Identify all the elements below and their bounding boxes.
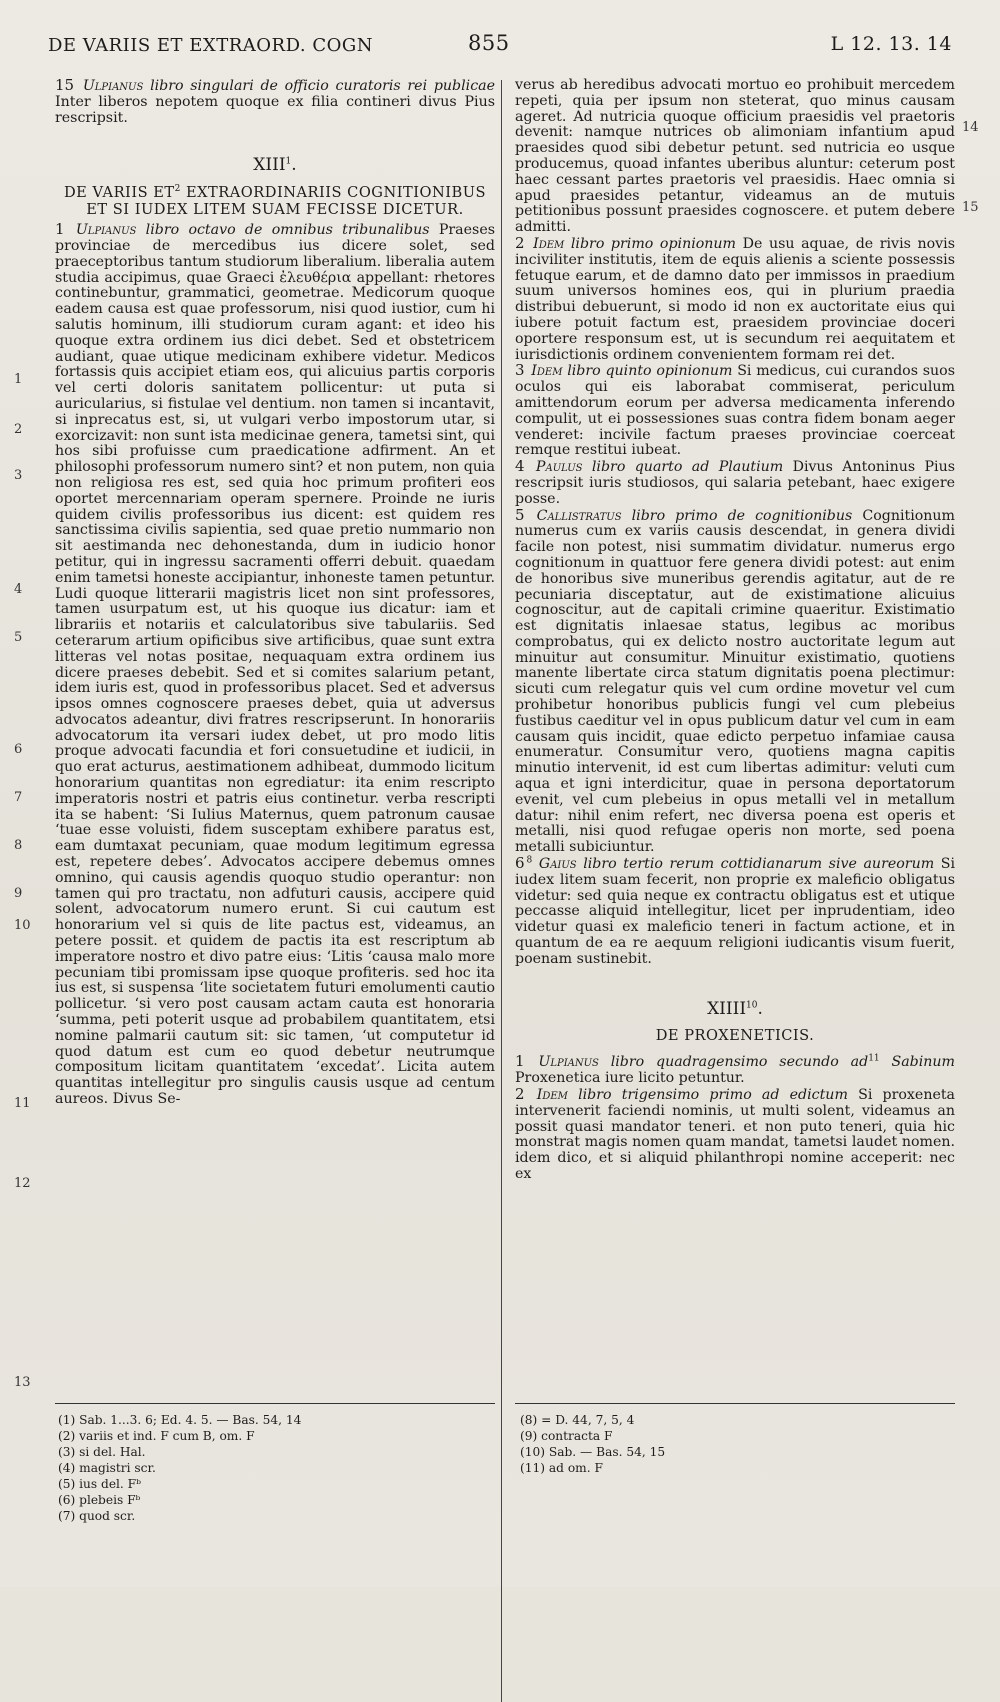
margin-number: 12: [14, 1176, 31, 1191]
footnote: (5) ius del. Fᵇ: [58, 1477, 142, 1491]
fragment-text: Si iudex litem suam fecerit, non proprie ex maleficio obligatus videtur: sed quia neque ex contractu obligatus est et utique peccasse aliquid intellegitur, licet per inprudentiam, ideo videtur quasi ex maleficio teneri in factum actione, et in quantum de ea re aequum religioni iudicantis visum fuerit, poenam sustinebit.: [515, 856, 956, 967]
fragment-paragraph-6: [515, 856, 955, 968]
fragment-text: Proxenetica iure licito petuntur.: [515, 1070, 745, 1087]
fragment-work: libro octavo de omnibus tribunalibus: [145, 222, 430, 239]
margin-number: 7: [14, 790, 23, 805]
title-footnote-ref: 1: [285, 156, 292, 167]
footnote: (11) ad om. F: [520, 1461, 603, 1475]
fragment-paragraph-5: [515, 505, 956, 857]
fragment-author: Idem: [531, 363, 563, 380]
title-text-b: EXTRAORDINARIIS COGNITIONIBUS ET SI IUDEX LITEM SUAM FECISSE DICETUR.: [86, 184, 487, 219]
margin-number: 1: [14, 372, 23, 387]
fragment-number: 2: [515, 1085, 525, 1104]
footnote: (2) variis et ind. F cum B, om. F: [58, 1429, 255, 1443]
fragment-work: libro quinto opinionum: [567, 363, 733, 380]
running-head-right: L 12. 13. 14: [830, 33, 952, 55]
footnote: (8) = D. 44, 7, 5, 4: [520, 1413, 635, 1427]
right-column: [515, 78, 955, 1183]
fragment-author: Idem: [533, 235, 565, 252]
fragment-work: libro primo de cognitionibus: [631, 507, 853, 524]
fragment-paragraph-2: [515, 233, 955, 363]
fragment-number: 1: [55, 220, 65, 239]
footnote-ref: 11: [868, 1053, 880, 1064]
left-column: [55, 78, 495, 1108]
fragment-work-cont: Sabinum: [891, 1054, 955, 1071]
margin-number: 4: [14, 582, 23, 597]
footnote: (1) Sab. 1...3. 6; Ed. 4. 5. — Bas. 54, 14: [58, 1413, 302, 1427]
footnote-ref: 8: [526, 855, 533, 866]
fragment-author: Ulpianus: [82, 78, 144, 94]
margin-number: 10: [14, 918, 31, 933]
fragment-text: Si proxeneta intervenerit faciendi nominis, ut multi solent, videamus an possit quasi mandator teneri. et non puto teneri, quia hic monstrat magis nomen quam mandat, tametsi laudet nomen. idem dico, et si aliquid philanthropi nomine acceperit: nec ex: [515, 1087, 956, 1182]
fragment-number: 4: [515, 457, 525, 476]
margin-number: 8: [14, 838, 23, 853]
footnote: (4) magistri scr.: [58, 1461, 156, 1475]
footnote-rule-left: [55, 1403, 495, 1404]
fragment-number: 5: [515, 505, 525, 524]
fragment-work: libro primo opinionum: [570, 235, 737, 252]
fragment-number: 6: [515, 854, 525, 873]
fragment-work: libro quadragensimo secundo ad: [610, 1054, 869, 1071]
fragment-text: Cognitionum numerus cum ex variis causis descendat, in genera dividi facile non potest, nisi summatim dividatur. numerus ergo cognitionum in quattuor fere genera dividi potest: aut enim de honoribus sive muneribus gerendis agitatur, aut de re pecuniaria disceptatur, aut de existimatione alicuius cognoscitur, aut de capitali crimine quaeritur. Existimatio est dignitatis inlaesae status, legibus ac moribus comprobatus, qui ex delicto nostro auctoritate legum aut minuitur aut consumitur. Minuitur existimatio, quotiens manente libertate circa statum dignitatis poena plectimur: sicuti cum relegatur quis vel cum ordine movetur vel cum prohibetur honoribus publicis fungi vel cum plebeius fustibus caeditur vel in opus publicum datur vel cum in eam causam quis incidit, quae edicto perpetuo infamiae causa enumeratur. Consumitur vero, quotiens magna capitis minutio intervenit, id est cum libertas adimitur: veluti cum aqua et igni interdicitur, quae in persona deportatorum evenit, vel cum plebeius in opus metalli vel in metallum datur: nihil enim refert, nec diversa poena est operis et metalli, nisi quod refugae operis non morte, sed poena metalli subiciuntur.: [515, 507, 956, 856]
title-number-text: XIIII: [707, 998, 747, 1019]
fragment-text: Si medicus, cui curandos suos oculos qui eis laborabat commiserat, periculum amittendorum eorum per adversa medicamenta inferendo compulit, ut ei possessiones suas contra fidem bonam aeger venderet: incivile factum praeses provinciae coerceat remque restitui iubeat.: [515, 363, 955, 459]
margin-number: 14: [962, 120, 979, 135]
title-number-text: XIII: [253, 155, 286, 176]
footnote: (3) si del. Hal.: [58, 1445, 146, 1459]
footnote: (9) contracta F: [520, 1429, 613, 1443]
fragment-text: De usu aquae, de rivis novis inciviliter institutis, item de equis alienis a sciente possessis fetuque earum, et de damno dato per immissos in praedium suum universos homines eos, qui in plurium praedia distribui debuerunt, si modo id non ex auctoritate eius qui iubere potuit factum est, praesidem provinciae doceri oportere responsum est, ut is secundum rei aequitatem et iurisdictionis ordinem convenientem formam rei det.: [515, 235, 955, 363]
fragment-author: Idem: [536, 1087, 568, 1104]
fragment-paragraph-1: [55, 222, 495, 1108]
footnotes-left: [58, 1412, 488, 1524]
fragment-work: libro trigensimo primo ad edictum: [578, 1087, 848, 1104]
fragment-author: Paulus: [535, 459, 583, 476]
column-divider: [501, 80, 502, 1702]
fragment-work: libro singulari de officio curatoris rei publicae: [150, 78, 495, 94]
margin-number: 2: [14, 422, 23, 437]
title-text-a: DE VARIIS ET: [63, 184, 175, 202]
intro-paragraph: [55, 78, 495, 126]
fragment-text: Inter liberos nepotem quoque ex filia contineri divus Pius rescripsit.: [55, 93, 495, 126]
margin-number: 9: [14, 886, 23, 901]
fragment-text: Divus Antoninus Pius rescripsit iuris studiosos, qui salaria petebant, haec exigere posse.: [515, 459, 956, 507]
fragment-work: libro quarto ad Plautium: [591, 459, 784, 476]
title-period: .: [291, 155, 297, 176]
fragment-author: Callistratus: [536, 507, 622, 524]
fragment-number: 3: [515, 361, 525, 380]
margin-number: 15: [962, 200, 979, 215]
fragment-number: 1: [515, 1052, 525, 1071]
title-footnote-ref-2: 2: [174, 184, 181, 195]
proxenetics-paragraph-1: [515, 1054, 955, 1087]
title-number-2: [515, 998, 955, 1019]
footnotes-right: [520, 1412, 950, 1476]
margin-number: 3: [14, 468, 23, 483]
title-heading-2: DE PROXENETICIS.: [655, 1027, 815, 1045]
title-period: .: [757, 998, 763, 1019]
margin-number: 13: [14, 1375, 31, 1390]
footnote: (7) quod scr.: [58, 1509, 136, 1523]
title-footnote-ref: 10: [746, 999, 758, 1010]
running-head-left: DE VARIIS ET EXTRAORD. COGN: [48, 35, 373, 56]
margin-number: 6: [14, 742, 23, 757]
fragment-number: 15: [55, 76, 75, 94]
fragment-paragraph-4: [515, 459, 955, 507]
footnote: (6) plebeis Fᵇ: [58, 1493, 141, 1507]
margin-number: 11: [14, 1096, 31, 1111]
fragment-text: Praeses provinciae de mercedibus ius dicere solet, sed praeceptoribus tantum studiorum liberalium. liberalia autem studia accipimus, quae Graeci ἐλευθέρια appellant: rhetores continebuntur, grammatici, geometrae. Medicorum quoque eadem causa est quae professorum, nisi quod iustior, cum hi salutis hominum, illi studiorum curam agant: et ideo his quoque extra ordinem ius dici debet. Sed et obstetricem audiant, quae utique medicinam exhibere videtur. Medicos fortassis quis accipiet etiam eos, qui alicuius partis corporis vel certi doloris sanitatem pollicentur: ut puta si auricularius, si fistulae vel dentium. non tamen si incantavit, si inprecatus est, si, ut vulgari verbo impostorum utar, si exorcizavit: non sunt ista medicinae genera, tametsi sint, qui hos sibi profuisse cum praedicatione adfirment. An et philosophi professorum numero sint? et non putem, non quia non religiosa res est, sed quia hoc primum profiteri eos oportet mercennariam operam spernere. Proinde ne iuris quidem civilis professoribus ius dicent: est quidem res sanctissima civilis sapientia, sed quae pretio nummario non sit aestimanda nec dehonestanda, dum in iudicio honor petitur, qui in ingressu sacramenti offerri debuit. quaedam enim tametsi honeste accipiantur, inhoneste tamen petuntur. Ludi quoque litterarii magistris licet non sint professores, tamen usurpatum est, ut his quoque ius dicatur: iam et librariis et notariis et calculatoribus sive tabulariis. Sed ceterarum artium opificibus sive artificibus, quae sunt extra litteras vel notas positae, nequaquam extra ordinem ius dicere praeses debebit. Sed et si comites salarium petant, idem iuris est, quod in professoribus placet. Sed et adversus ipsos omnes cognoscere praeses debet, quia ut adversus advocatos adeantur, divi fratres rescripserunt. In honorariis advocatorum ita versari iudex debet, ut pro modo litis proque advocati facundia et fori consuetudine et iudicii, in quo erat acturus, aestimationem adhibeat, dummodo licitum honorarium quantitas non egrediatur: ita enim rescripto imperatoris nostri et patris eius continetur. verba rescripti ita se habent: ‘Si Iulius Maternus, quem patronum causae ‘tuae esse voluisti, fidem susceptam exhibere paratus est, eam dumtaxat pecuniam, quae modum legitimum egressa est, repetere debes’. Advocatos accipere debemus omnes omnino, qui causis agendis quoquo studio operantur: non tamen qui pro tractatu, non adfuturi causis, accipere quid solent, advocatorum numero erunt. Si cui cautum est honorarium vel si quis de lite pactus est, videamus, an petere possit. et quidem de pactis ita est rescriptum ab imperatore nostro et divo patre eius: ‘Litis ‘causa malo more pecuniam tibi promissam ipse quoque profiteris. sed hoc ita ius est, si suspensa ‘lite societatem futuri emolumenti cautio pollicetur. ‘si vero post causam actam cauta est honoraria ‘summa, peti poterit usque ad probabilem quantitatem, etsi nomine palmarii cautum sit: sic tamen, ‘ut computetur id quod datum est cum eo quod debetur neutrumque compositum licitam quantitatem ‘excedat’. Licita autem quantitas intellegitur pro singulis causis usque ad centum aureos. Divus Se-: [55, 222, 495, 1108]
fragment-author: Ulpianus: [75, 222, 137, 239]
page-number: 855: [468, 31, 510, 55]
footnote-rule-right: [515, 1403, 955, 1404]
fragment-number: 2: [515, 233, 525, 252]
continuation-paragraph: [515, 78, 955, 236]
proxenetics-paragraph-2: [515, 1087, 955, 1183]
fragment-author: Gaius: [538, 856, 577, 873]
fragment-work: libro tertio rerum cottidianarum sive aureorum: [583, 856, 935, 873]
title-heading: [55, 184, 495, 218]
fragment-paragraph-3: [515, 363, 955, 459]
margin-number: 5: [14, 630, 23, 645]
running-head: [48, 31, 952, 59]
fragment-text: verus ab heredibus advocati mortuo eo prohibuit mercedem repeti, quia per ipsum non steterat, quo minus causam ageret. Ad nutricia quoque officium praesidis vel praetoris devenit: namque nutrices ob alimoniam infantium apud praesides quod sibi debetur petunt. sed nutricia eo usque producemus, quoad infantes uberibus aluntur: ceterum post haec cessant partes praetoris vel praesidis. Haec omnia si apud praesides petantur, videamus an de mutuis petitionibus possunt praesides cognoscere. et putem debere admitti.: [515, 77, 955, 236]
title-number: [55, 155, 495, 176]
footnote: (10) Sab. — Bas. 54, 15: [520, 1445, 666, 1459]
fragment-author: Ulpianus: [538, 1054, 599, 1071]
